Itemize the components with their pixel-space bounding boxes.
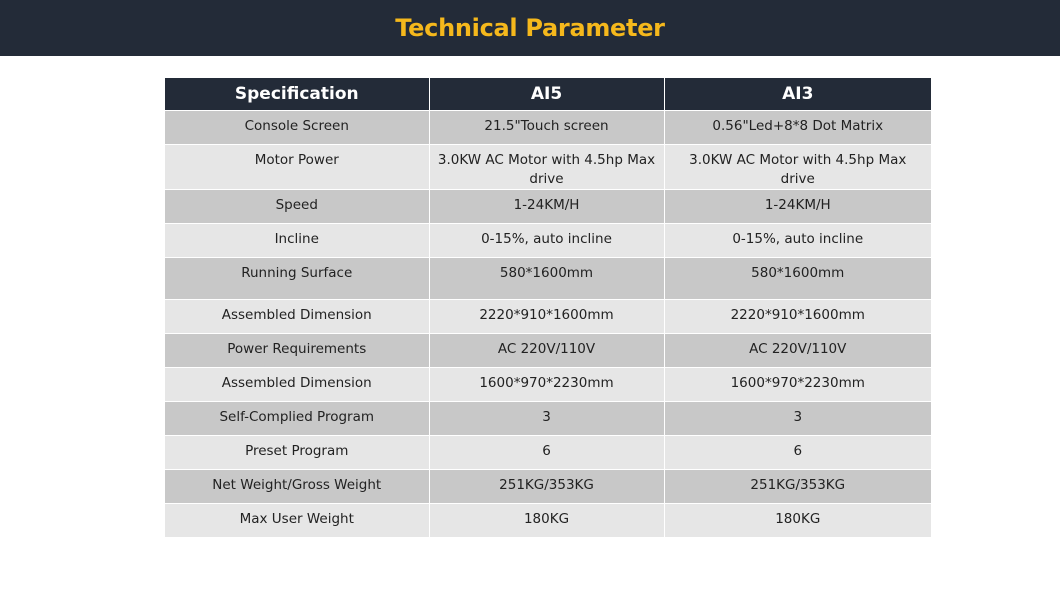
ai3-cell: 1-24KM/H — [664, 190, 931, 224]
table-row — [165, 436, 931, 470]
spec-cell: Preset Program — [165, 436, 429, 470]
spec-table — [165, 78, 931, 537]
ai3-cell: 2220*910*1600mm — [664, 300, 931, 334]
ai5-cell: 251KG/353KG — [429, 470, 664, 504]
ai5-cell: 0-15%, auto incline — [429, 224, 664, 258]
ai5-cell: 2220*910*1600mm — [429, 300, 664, 334]
table-row — [165, 300, 931, 334]
ai5-cell: 21.5"Touch screen — [429, 111, 664, 145]
ai5-cell: 3.0KW AC Motor with 4.5hp Max drive — [429, 145, 664, 190]
ai3-cell: 180KG — [664, 504, 931, 538]
spec-cell: Console Screen — [165, 111, 429, 145]
spec-cell: Max User Weight — [165, 504, 429, 538]
ai3-cell: 3 — [664, 402, 931, 436]
ai5-cell: AC 220V/110V — [429, 334, 664, 368]
ai3-cell: AC 220V/110V — [664, 334, 931, 368]
ai3-cell: 6 — [664, 436, 931, 470]
table-row — [165, 504, 931, 538]
spec-cell: Net Weight/Gross Weight — [165, 470, 429, 504]
header-ai5: AI5 — [429, 78, 664, 111]
ai3-cell: 0-15%, auto incline — [664, 224, 931, 258]
ai5-cell: 180KG — [429, 504, 664, 538]
spec-cell: Assembled Dimension — [165, 368, 429, 402]
spec-cell: Speed — [165, 190, 429, 224]
table-row — [165, 470, 931, 504]
title-banner — [0, 0, 1060, 56]
table-row — [165, 145, 931, 190]
table-row — [165, 258, 931, 300]
spec-cell: Power Requirements — [165, 334, 429, 368]
ai3-cell: 580*1600mm — [664, 258, 931, 300]
table-header-row — [165, 78, 931, 111]
table-row — [165, 224, 931, 258]
ai5-cell: 6 — [429, 436, 664, 470]
ai3-cell: 251KG/353KG — [664, 470, 931, 504]
table-row — [165, 190, 931, 224]
page-title: Technical Parameter — [395, 14, 665, 42]
ai5-cell: 1600*970*2230mm — [429, 368, 664, 402]
ai5-cell: 3 — [429, 402, 664, 436]
table-row — [165, 402, 931, 436]
ai5-cell: 580*1600mm — [429, 258, 664, 300]
spec-cell: Assembled Dimension — [165, 300, 429, 334]
header-ai3: AI3 — [664, 78, 931, 111]
spec-cell: Incline — [165, 224, 429, 258]
ai3-cell: 3.0KW AC Motor with 4.5hp Max drive — [664, 145, 931, 190]
table-row — [165, 368, 931, 402]
table-row — [165, 334, 931, 368]
table-row — [165, 111, 931, 145]
spec-cell: Running Surface — [165, 258, 429, 300]
ai5-cell: 1-24KM/H — [429, 190, 664, 224]
spec-cell: Motor Power — [165, 145, 429, 190]
ai3-cell: 1600*970*2230mm — [664, 368, 931, 402]
spec-cell: Self-Complied Program — [165, 402, 429, 436]
ai3-cell: 0.56"Led+8*8 Dot Matrix — [664, 111, 931, 145]
header-specification: Specification — [165, 78, 429, 111]
